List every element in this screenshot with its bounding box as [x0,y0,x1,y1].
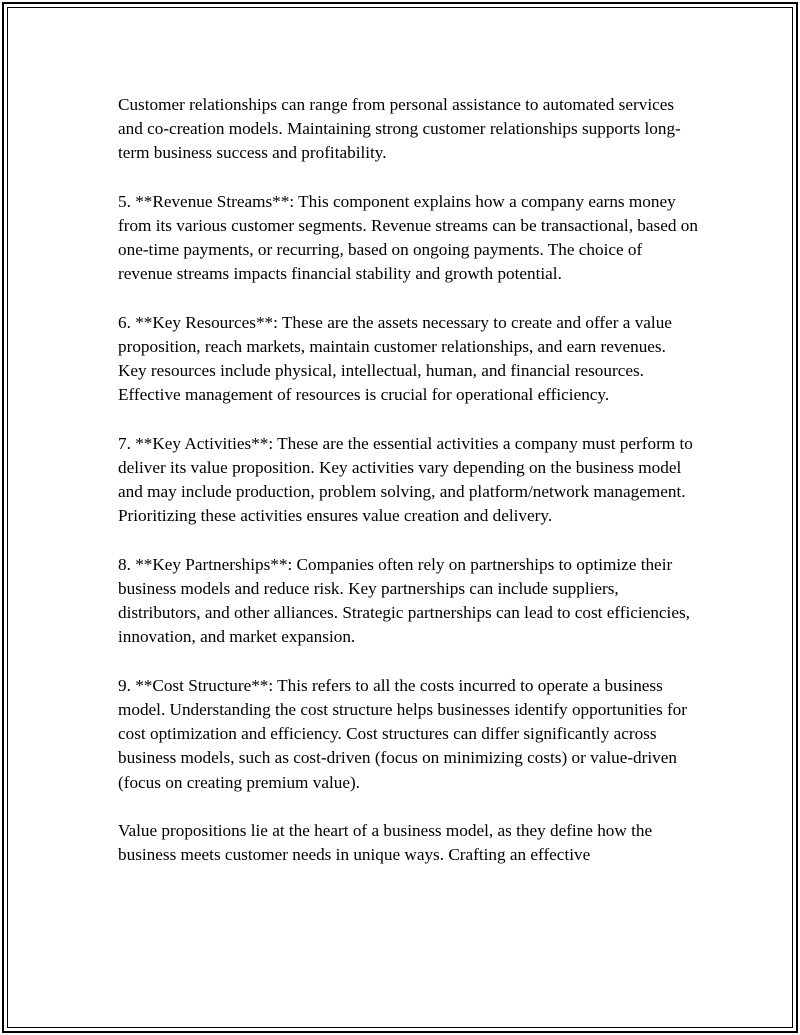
paragraph-key-partnerships: 8. **Key Partnerships**: Companies often rely on partnerships to optimize their business models and reduce risk. Key partnerships can include suppliers, distributors, and other alliances. Strategic partnerships can lead to cost efficiencies, innovation, and market expansion. [118,554,690,647]
document-body [118,93,698,892]
paragraph-revenue-streams: 5. **Revenue Streams**: This component explains how a company earns money from its various customer segments. Revenue streams can be transactional, based on one-time payments, or recurring, based on ongoing payments. The choice of revenue streams impacts financial stability and growth potential. [118,191,698,284]
paragraph-customer-relationships: Customer relationships can range from personal assistance to automated services and co-creation models. Maintaining strong customer relationships supports long-term business success and profitability. [118,95,681,163]
paragraph-key-resources: 6. **Key Resources**: These are the assets necessary to create and offer a value proposition, reach markets, maintain customer relationships, and earn revenues. Key resources include physical, intellectual, human, and financial resources. Effective management of resources is crucial for operational efficiency. [118,312,672,405]
paragraph-key-activities: 7. **Key Activities**: These are the essential activities a company must perform to deliver its value proposition. Key activities vary depending on the business model and may include production, problem solving, and platform/network management. Prioritizing these activities ensures value creation and delivery. [118,433,693,526]
paragraph-cost-structure: 9. **Cost Structure**: This refers to all the costs incurred to operate a business model. Understanding the cost structure helps businesses identify opportunities for cost optimization and efficiency. Cost structures can differ significantly across business models, such as cost-driven (focus on minimizing costs) or value-driven (focus on creating premium value). [118,675,687,792]
paragraph-value-propositions: Value propositions lie at the heart of a business model, as they define how the business meets customer needs in unique ways. Crafting an effective [118,821,653,865]
